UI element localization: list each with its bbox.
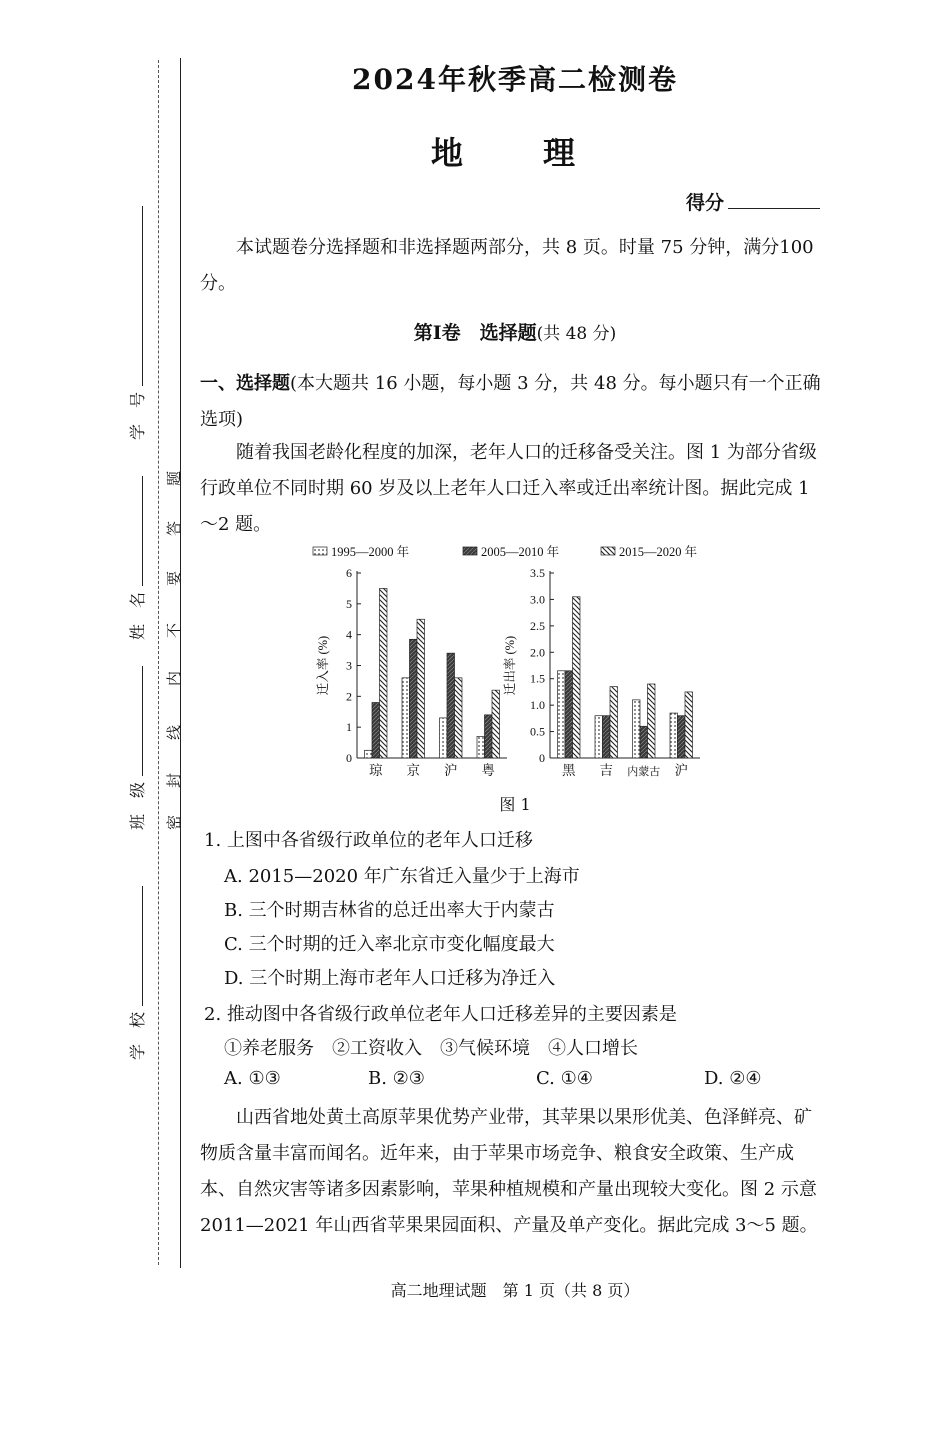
bar [573,597,581,758]
bar [485,715,493,758]
legend-swatch [601,547,615,555]
bar [603,716,611,758]
x-tick-label: 沪 [444,763,458,778]
bar [565,671,573,758]
y-tick-label: 6 [346,566,352,580]
bar [558,671,566,758]
y-axis-label: 迁入率 (%) [316,635,330,696]
x-tick-label: 内蒙古 [627,766,661,778]
x-tick-label: 吉 [599,763,613,778]
migration-chart [305,540,735,780]
passage-2: 山西省地处黄土高原苹果优势产业带，其苹果以果形优美、色泽鲜亮、矿物质含量丰富而闻名。近年来，由于苹果市场竞争、粮食安全政策、生产成本、自然灾害等诸多因素影响，苹果种植规模和产量出现较大变化。图 2 示意 2011—2021 年山西省苹果果园面积、产量及单产变化。据此完成 3～5 题。 [200,1107,818,1236]
x-tick-label: 粤 [481,763,495,778]
q2-option-d: D. ②④ [704,1068,762,1089]
part1-heading: 一、选择题(本大题共 16 小题，每小题 3 分，共 48 分。每小题只有一个正确选项) [200,373,821,430]
y-tick-label: 2.0 [530,645,545,660]
x-tick-label: 京 [406,763,420,778]
side-school: 学 校 [125,886,148,1060]
side-name: 姓 名 [125,476,148,640]
q1-option-d: D. 三个时期上海市老年人口迁移为净迁入 [224,968,556,989]
q2-option-b: B. ②③ [368,1068,425,1089]
subject-title: 地 理 [430,134,599,172]
bar [380,588,388,758]
q1-option-a: A. 2015—2020 年广东省迁入量少于上海市 [224,866,580,887]
page-footer: 高二地理试题 第 1 页（共 8 页） [390,1281,640,1300]
y-tick-label: 1 [346,720,352,735]
legend-label: 2015—2020 年 [619,545,698,559]
q1-option-c: C. 三个时期的迁入率北京市变化幅度最大 [224,934,555,955]
seal-char: 线 [165,724,184,741]
exam-title: 2024年秋季高二检测卷 [352,63,678,96]
legend-label: 2005—2010 年 [481,545,560,559]
x-tick-label: 琼 [369,763,383,778]
y-tick-label: 2 [346,689,352,704]
intro-text: 本试题卷分选择题和非选择题两部分，共 8 页。时量 75 分钟，满分100 分。 [200,237,814,294]
bar [372,703,380,759]
y-axis-label: 迁出率 (%) [503,635,517,696]
bar [640,726,648,758]
score-field [686,188,820,215]
x-tick-label: 黑 [562,763,576,778]
y-tick-label: 2.5 [530,618,545,633]
bar [365,750,373,758]
bar [595,716,603,758]
bar [648,684,656,758]
seal-char: 题 [165,470,184,487]
bar [610,687,618,758]
y-tick-label: 3 [346,658,352,673]
q1-option-b: B. 三个时期吉林省的总迁出率大于内蒙古 [224,900,555,921]
y-tick-label: 3.0 [530,592,545,607]
score-label: 得分 [686,192,725,214]
bar [440,718,448,758]
figure-caption: 图 1 [499,795,531,814]
y-tick-label: 3.5 [530,566,545,580]
bar [685,692,693,758]
y-tick-label: 4 [346,627,352,642]
binding-solid-line [180,58,181,1268]
legend-swatch [463,547,477,555]
passage-1: 随着我国老龄化程度的加深，老年人口的迁移备受关注。图 1 为部分省级行政单位不同时期 60 岁及以上老年人口迁入率或迁出率统计图。据此完成 1～2 题。 [200,442,817,535]
q2-factors: ①养老服务 ②工资收入 ③气候环境 ④人口增长 [224,1038,638,1059]
seal-char: 内 [165,670,184,687]
y-tick-label: 5 [346,596,352,611]
q2-option-a: A. ①③ [224,1068,281,1089]
bar [447,653,455,758]
binding-dashed-line [158,60,159,1265]
seal-char: 密 [165,814,184,831]
y-tick-label: 1.5 [530,671,545,686]
y-tick-label: 0 [539,751,545,765]
seal-char: 不 [165,622,184,639]
q2-stem: 2. 推动图中各省级行政单位老年人口迁移差异的主要因素是 [204,1004,677,1025]
x-tick-label: 沪 [674,763,688,778]
bar [410,639,418,758]
seal-char: 要 [165,570,184,587]
y-tick-label: 1.0 [530,698,545,713]
seal-char: 答 [165,520,184,537]
seal-char: 封 [165,772,184,789]
side-class: 班 级 [125,666,148,830]
q1-stem: 1. 上图中各省级行政单位的老年人口迁移 [204,830,533,851]
bar [670,713,678,758]
section-heading: 第Ⅰ卷 选择题(共 48 分) [413,322,617,344]
q2-option-c: C. ①④ [536,1068,593,1089]
legend-swatch [313,547,327,555]
legend-label: 1995—2000 年 [331,545,410,559]
bar [402,678,410,758]
y-tick-label: 0 [346,751,352,765]
bar [633,700,641,758]
bar [678,716,686,758]
bar [455,678,463,758]
bar [417,619,425,758]
y-tick-label: 0.5 [530,724,545,739]
bar [492,690,500,758]
bar [477,736,485,758]
side-number: 学 号 [125,206,148,440]
